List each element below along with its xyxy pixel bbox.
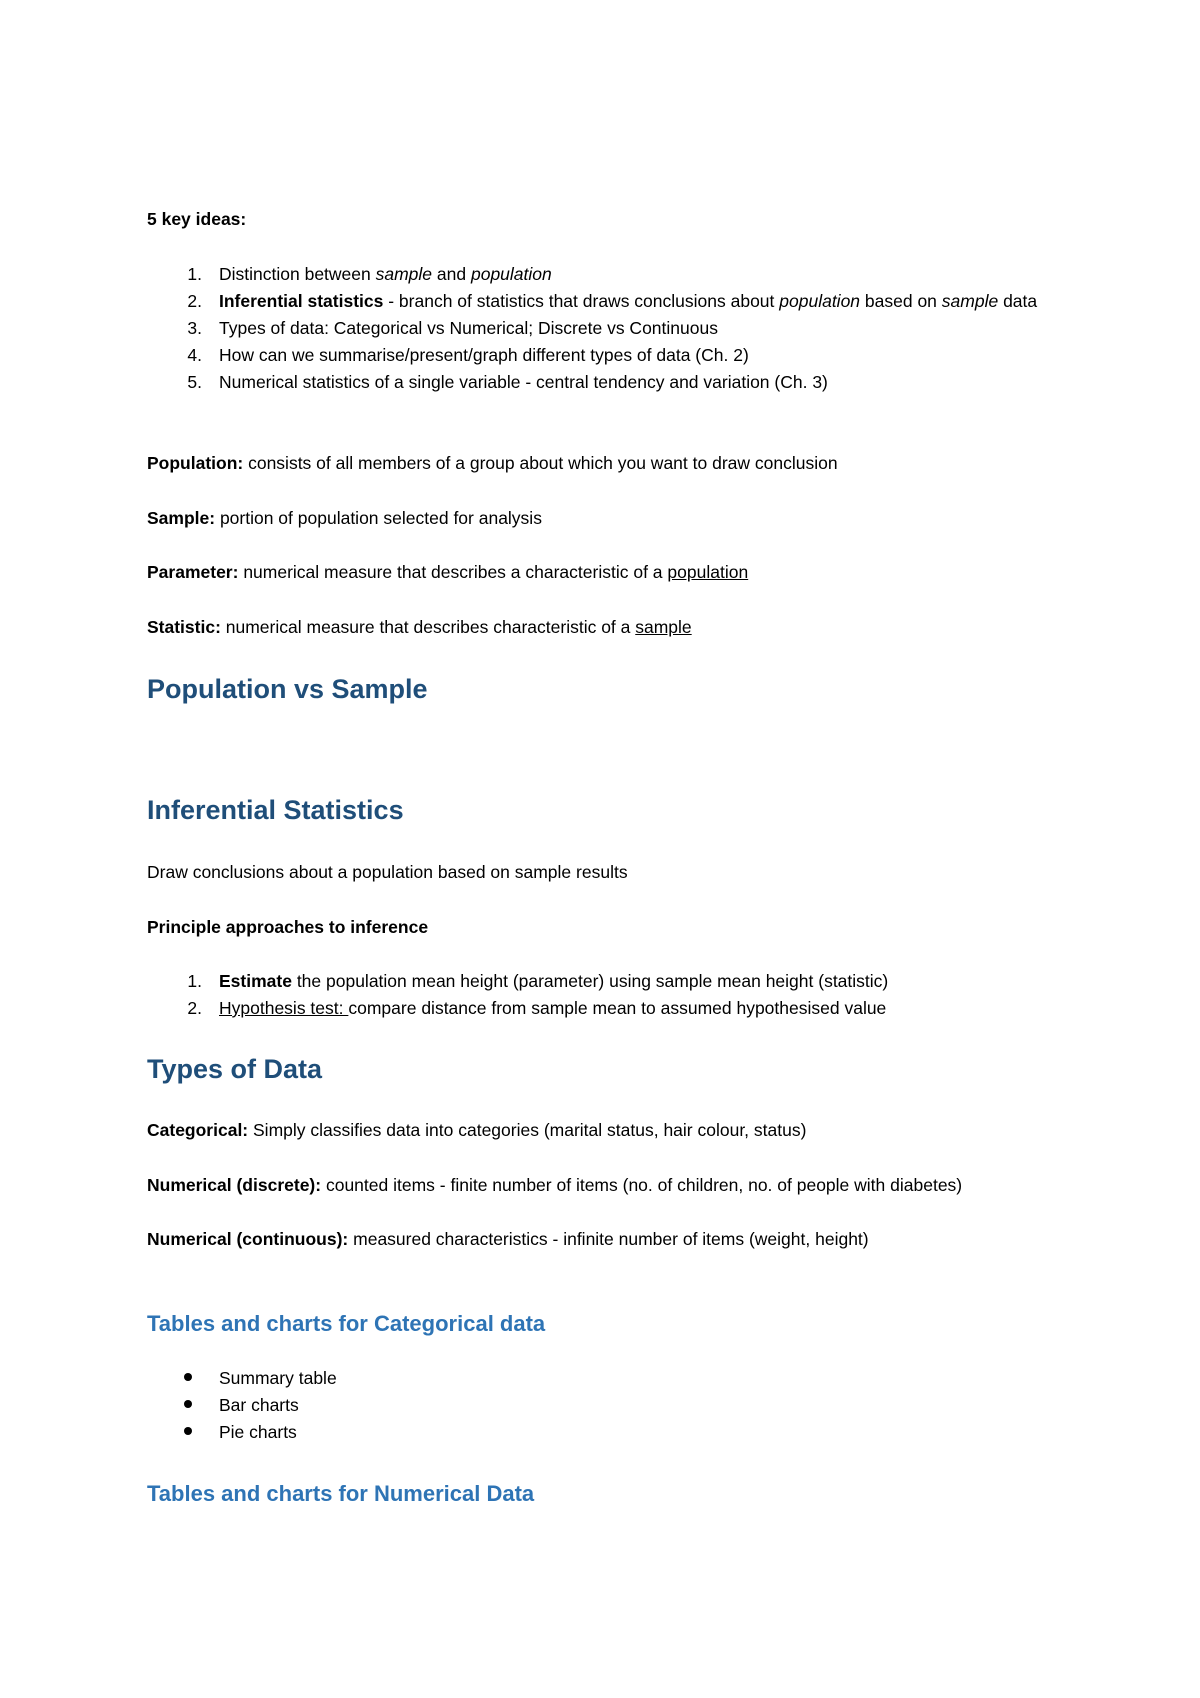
definition-text: portion of population selected for analysis (215, 508, 542, 528)
definition-term: Sample: (147, 508, 216, 528)
inferential-intro: Draw conclusions about a population based on sample results (147, 862, 628, 882)
definition-sample (147, 507, 542, 529)
bullet-icon (184, 1427, 192, 1435)
list-item-emphasis: population (470, 264, 552, 284)
list-item (219, 263, 552, 285)
list-number: 2. (187, 291, 202, 311)
definition-text: measured characteristics - infinite number of items (weight, height) (348, 1229, 869, 1249)
heading-categorical-charts: Tables and charts for Categorical data (147, 1311, 546, 1336)
definition-population (147, 452, 838, 474)
list-number: 1. (187, 264, 202, 284)
list-number: 2. (187, 998, 202, 1018)
heading-numerical-charts: Tables and charts for Numerical Data (147, 1481, 535, 1506)
list-item-term: Estimate (219, 971, 292, 991)
list-item: Summary table (219, 1368, 337, 1388)
list-item (219, 997, 886, 1019)
heading-types-of-data: Types of Data (147, 1054, 323, 1084)
list-item-text: and (432, 264, 471, 284)
definition-term: Parameter: (147, 562, 239, 582)
list-item-emphasis: sample (941, 291, 999, 311)
definition-parameter (147, 561, 748, 583)
list-item (219, 970, 888, 992)
list-item-text: Distinction between (219, 264, 376, 284)
definition-term: Categorical: (147, 1120, 249, 1140)
key-ideas-heading: 5 key ideas: (147, 209, 247, 229)
definition-text: consists of all members of a group about which you want to draw conclusion (243, 453, 838, 473)
list-item-emphasis: population (779, 291, 861, 311)
bullet-icon (184, 1373, 192, 1381)
heading-population-vs-sample: Population vs Sample (147, 674, 428, 704)
definition-text: counted items - finite number of items (no. of children, no. of people with diabetes) (321, 1175, 963, 1195)
list-item: Bar charts (219, 1395, 299, 1415)
definition-term: Population: (147, 453, 244, 473)
list-item-emphasis: sample (375, 264, 433, 284)
definition-text: Simply classifies data into categories (marital status, hair colour, status) (248, 1120, 807, 1140)
definition-text: numerical measure that describes characteristic of a (220, 617, 636, 637)
list-number: 1. (187, 971, 202, 991)
inferential-subheading: Principle approaches to inference (147, 917, 429, 937)
definition-statistic (147, 616, 692, 638)
list-item-text: based on (860, 291, 942, 311)
bullet-icon (184, 1400, 192, 1408)
list-number: 4. (187, 345, 202, 365)
definition-term: Numerical (discrete): (147, 1175, 322, 1195)
list-item-underlined: Hypothesis test: (219, 998, 349, 1018)
heading-inferential-statistics: Inferential Statistics (147, 795, 404, 825)
definition-text: numerical measure that describes a characteristic of a (238, 562, 668, 582)
definition-underlined: sample (635, 617, 692, 637)
list-item-text: compare distance from sample mean to assumed hypothesised value (348, 998, 887, 1018)
definition-term: Numerical (continuous): (147, 1229, 349, 1249)
list-number: 3. (187, 318, 202, 338)
list-item-text: the population mean height (parameter) using sample mean height (statistic) (291, 971, 889, 991)
list-item: Types of data: Categorical vs Numerical; Discrete vs Continuous (219, 318, 718, 338)
type-categorical (147, 1119, 806, 1141)
type-numerical-discrete (147, 1174, 962, 1196)
list-item: Numerical statistics of a single variable - central tendency and variation (Ch. 3) (219, 372, 828, 392)
list-item: Pie charts (219, 1422, 297, 1442)
definition-term: Statistic: (147, 617, 221, 637)
list-item-text: - branch of statistics that draws conclusions about (383, 291, 780, 311)
list-item-text: data (998, 291, 1038, 311)
definition-underlined: population (667, 562, 749, 582)
type-numerical-continuous (147, 1228, 869, 1250)
list-item (219, 290, 1037, 312)
list-item-term: Inferential statistics (219, 291, 384, 311)
list-number: 5. (187, 372, 202, 392)
list-item: How can we summarise/present/graph different types of data (Ch. 2) (219, 345, 749, 365)
